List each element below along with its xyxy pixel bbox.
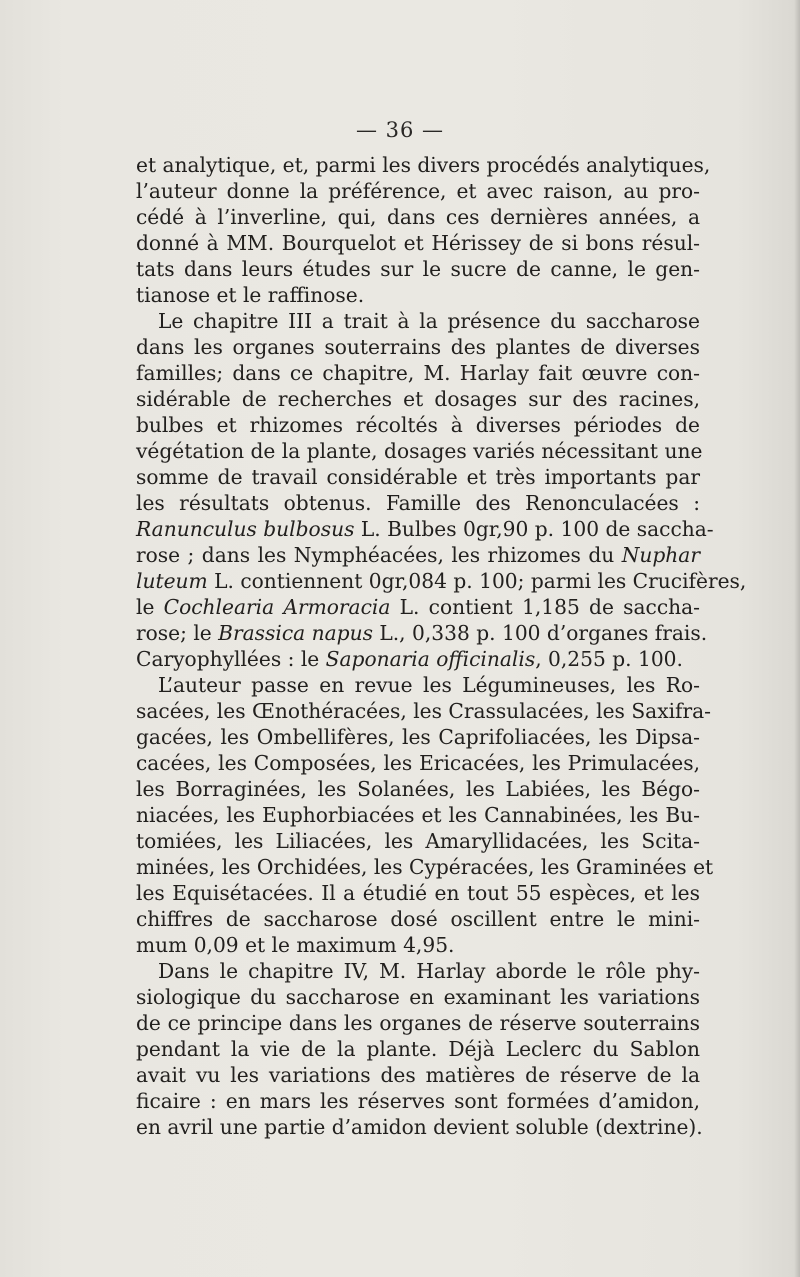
text-line	[136, 568, 747, 594]
text-line: pendant la vie de la plante. Déjà Leclerc du Sablon	[136, 1037, 700, 1061]
paragraph-1	[136, 152, 711, 308]
page-number: — 36 —	[355, 118, 445, 142]
text-line: sacées, les Œnothéracées, les Crassulacées, les Saxifra-	[136, 699, 712, 723]
text-fragment: L., 0,338 p. 100 d’organes frais.	[372, 621, 708, 645]
text-fragment: Caryophyllées : le	[136, 647, 326, 671]
text-line: dans les organes souterrains des plantes de diverses	[136, 335, 700, 359]
text-line: de ce principe dans les organes de réserve souterrains	[136, 1011, 700, 1035]
text-fragment: rose; le	[136, 621, 219, 645]
text-line: tomiées, les Liliacées, les Amaryllidacées, les Scita-	[136, 829, 700, 853]
text-fragment: L. contient 1,185 de saccha-	[390, 595, 700, 619]
text-fragment: , 0,255 p. 100.	[535, 647, 683, 671]
species-name: Ranunculus bulbosus	[136, 517, 355, 541]
text-line: en avril une partie d’amidon devient soluble (dextrine).	[136, 1115, 703, 1139]
species-name: Saponaria officinalis	[325, 647, 536, 671]
text-line	[136, 542, 700, 568]
paragraph-2	[136, 308, 747, 672]
text-line: chiffres de saccharose dosé oscillent entre le mini-	[136, 907, 700, 931]
text-line	[136, 620, 708, 646]
text-line	[136, 516, 714, 542]
text-line: gacées, les Ombellifères, les Caprifoliacées, les Dipsa-	[136, 725, 700, 749]
text-line: donné à MM. Bourquelot et Hérissey de si bons résul-	[136, 231, 700, 255]
text-line: et analytique, et, parmi les divers procédés analytiques,	[136, 153, 711, 177]
text-line: Dans le chapitre IV, M. Harlay aborde le rôle phy-	[158, 959, 700, 983]
text-line: cacées, les Composées, les Ericacées, les Primulacées,	[136, 751, 700, 775]
text-line: niacées, les Euphorbiacées et les Cannabinées, les Bu-	[136, 803, 700, 827]
text-fragment: L. Bulbes 0gr,90 p. 100 de saccha-	[354, 517, 714, 541]
text-line: familles; dans ce chapitre, M. Harlay fait œuvre con-	[136, 361, 700, 385]
paragraph-4	[136, 958, 703, 1140]
body-text	[136, 152, 747, 1140]
text-line: bulbes et rhizomes récoltés à diverses périodes de	[136, 413, 700, 437]
species-name: Nuphar	[621, 543, 700, 567]
text-line	[136, 594, 700, 620]
text-line: les Equisétacées. Il a étudié en tout 55 espèces, et les	[136, 881, 700, 905]
text-line: les Borraginées, les Solanées, les Labiées, les Bégo-	[136, 777, 700, 801]
text-line: l’auteur donne la préférence, et avec raison, au pro-	[136, 179, 700, 203]
text-line: cédé à l’inverline, qui, dans ces dernières années, a	[136, 205, 700, 229]
text-line: avait vu les variations des matières de réserve de la	[136, 1063, 700, 1087]
text-line: ficaire : en mars les réserves sont formées d’amidon,	[136, 1089, 700, 1113]
species-name: Cochlearia Armoracia	[163, 595, 391, 619]
text-line: tianose et le raffinose.	[136, 283, 365, 307]
page-edge-shadow	[794, 0, 800, 1277]
paragraph-3	[136, 672, 714, 958]
text-fragment: L. contiennent 0gr,084 p. 100; parmi les Crucifères,	[207, 569, 747, 593]
text-line: L’auteur passe en revue les Légumineuses, les Ro-	[158, 673, 700, 697]
text-line: Le chapitre III a trait à la présence du saccharose	[158, 309, 700, 333]
text-line: tats dans leurs études sur le sucre de canne, le gen-	[136, 257, 700, 281]
text-line: sidérable de recherches et dosages sur des racines,	[136, 387, 700, 411]
text-fragment: le	[136, 595, 164, 619]
text-line: végétation de la plante, dosages variés nécessitant une	[136, 439, 703, 463]
text-line: mum 0,09 et le maximum 4,95.	[136, 933, 455, 957]
text-line: somme de travail considérable et très importants par	[136, 465, 700, 489]
text-fragment: rose ; dans les Nymphéacées, les rhizomes du	[136, 543, 622, 567]
text-line	[136, 646, 700, 672]
text-line: minées, les Orchidées, les Cypéracées, les Graminées et	[136, 855, 714, 879]
species-name: luteum	[136, 569, 208, 593]
text-line: les résultats obtenus. Famille des Renonculacées :	[136, 491, 700, 515]
text-line: siologique du saccharose en examinant les variations	[136, 985, 700, 1009]
species-name: Brassica napus	[218, 621, 373, 645]
